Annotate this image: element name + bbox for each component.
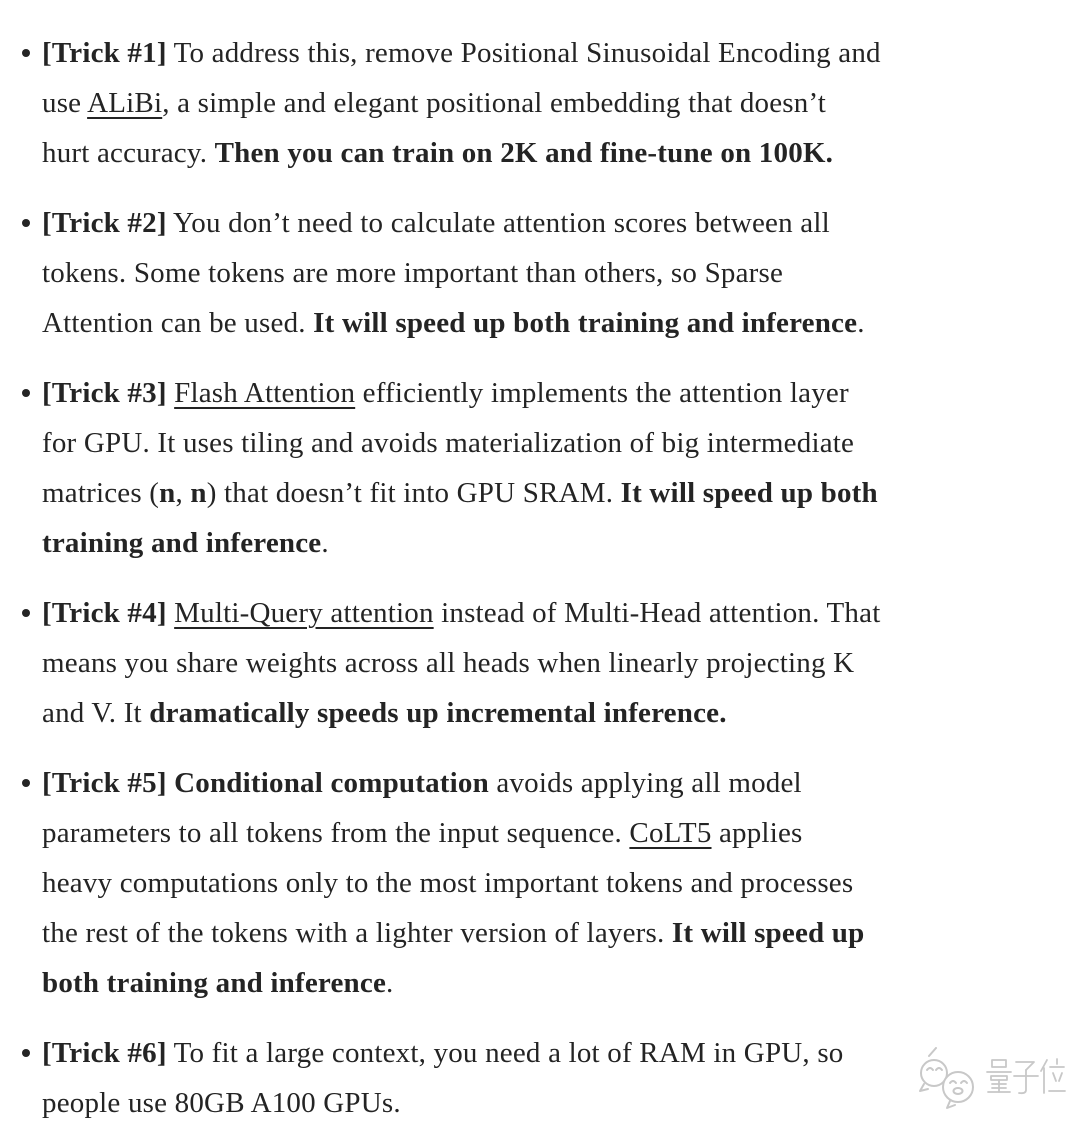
- text-segment: .: [321, 527, 329, 559]
- text-segment: ) that doesn’t fit into GPU SRAM.: [206, 477, 621, 509]
- text-segment: heavy computations only to the most important tokens and processes: [42, 867, 854, 899]
- text-segment: means you share weights across all heads when linearly projecting K: [42, 647, 855, 679]
- bold-text-segment: [Trick #2]: [42, 207, 167, 239]
- chat-bubbles-icon: [914, 1047, 1066, 1111]
- text-segment: .: [386, 967, 394, 999]
- bold-text-segment: It will speed up both: [620, 477, 878, 509]
- text-line: [42, 638, 1080, 688]
- text-line: [42, 588, 1080, 638]
- text-segment: ,: [175, 477, 191, 509]
- text-segment: hurt accuracy.: [42, 137, 215, 169]
- text-segment: matrices (: [42, 477, 160, 509]
- text-segment: To address this, remove Positional Sinusoidal Encoding and: [166, 37, 881, 69]
- text-line: [42, 518, 1080, 568]
- qbitai-watermark: [914, 1047, 1066, 1111]
- bullet-marker: [22, 1049, 30, 1057]
- bullet-marker: [22, 609, 30, 617]
- text-segment: .: [857, 307, 865, 339]
- text-segment: avoids applying all model: [488, 767, 802, 799]
- text-line: [42, 78, 1080, 128]
- text-line: [42, 468, 1080, 518]
- multi-query-attention-link[interactable]: Multi-Query attention: [174, 597, 434, 629]
- text-segment: applies: [711, 817, 803, 849]
- bold-text-segment: both training and inference: [42, 967, 387, 999]
- bold-text-segment: [Trick #5] Conditional computation: [42, 767, 489, 799]
- bold-text-segment: n: [190, 477, 207, 509]
- bold-text-segment: training and inference: [42, 527, 322, 559]
- text-line: [42, 858, 1080, 908]
- bold-text-segment: Then you can train on 2K and fine-tune on 100K.: [214, 137, 834, 169]
- trick-item-5: [22, 758, 1080, 1008]
- text-line: [42, 418, 1080, 468]
- text-line: [42, 758, 1080, 808]
- bold-text-segment: [Trick #3]: [42, 377, 167, 409]
- flash-attention-link[interactable]: Flash Attention: [174, 377, 356, 409]
- text-line: [42, 298, 1080, 348]
- text-segment: for GPU. It uses tiling and avoids materialization of big intermediate: [42, 427, 855, 459]
- qbitai-watermark-text: [987, 1059, 1065, 1093]
- text-segment: To fit a large context, you need a lot of RAM in GPU, so: [166, 1037, 844, 1069]
- bold-text-segment: n: [159, 477, 176, 509]
- text-segment: Attention can be used.: [42, 307, 314, 339]
- text-line: [42, 688, 1080, 738]
- text-line: [42, 368, 1080, 418]
- colt5-link[interactable]: CoLT5: [629, 817, 712, 849]
- text-line: [42, 28, 1080, 78]
- text-segment: instead of Multi-Head attention. That: [433, 597, 881, 629]
- text-line: [42, 808, 1080, 858]
- alibi-link[interactable]: ALiBi: [87, 87, 163, 119]
- bold-text-segment: It will speed up both training and inference: [313, 307, 858, 339]
- text-segment: and V. It: [42, 697, 150, 729]
- bullet-marker: [22, 389, 30, 397]
- text-segment: parameters to all tokens from the input sequence.: [42, 817, 630, 849]
- bold-text-segment: dramatically speeds up incremental inference.: [149, 697, 727, 729]
- text-segment: , a simple and elegant positional embedding that doesn’t: [162, 87, 827, 119]
- bold-text-segment: It will speed up: [671, 917, 865, 949]
- text-line: [42, 248, 1080, 298]
- text-segment: efficiently implements the attention layer: [355, 377, 849, 409]
- bullet-marker: [22, 49, 30, 57]
- text-segment: use: [42, 87, 88, 119]
- text-line: [42, 958, 1080, 1008]
- text-line: [42, 198, 1080, 248]
- text-line: [42, 128, 1080, 178]
- text-segment: the rest of the tokens with a lighter version of layers.: [42, 917, 672, 949]
- bullet-marker: [22, 779, 30, 787]
- text-line: [42, 908, 1080, 958]
- bold-text-segment: [Trick #4]: [42, 597, 167, 629]
- text-segment: You don’t need to calculate attention scores between all: [166, 207, 830, 239]
- bullet-marker: [22, 219, 30, 227]
- bold-text-segment: [Trick #6]: [42, 1037, 167, 1069]
- bold-text-segment: [Trick #1]: [42, 37, 167, 69]
- trick-item-3: [22, 368, 1080, 568]
- trick-item-1: [22, 28, 1080, 178]
- text-segment: people use 80GB A100 GPUs.: [42, 1087, 401, 1119]
- trick-item-4: [22, 588, 1080, 738]
- text-segment: tokens. Some tokens are more important than others, so Sparse: [42, 257, 784, 289]
- trick-item-2: [22, 198, 1080, 348]
